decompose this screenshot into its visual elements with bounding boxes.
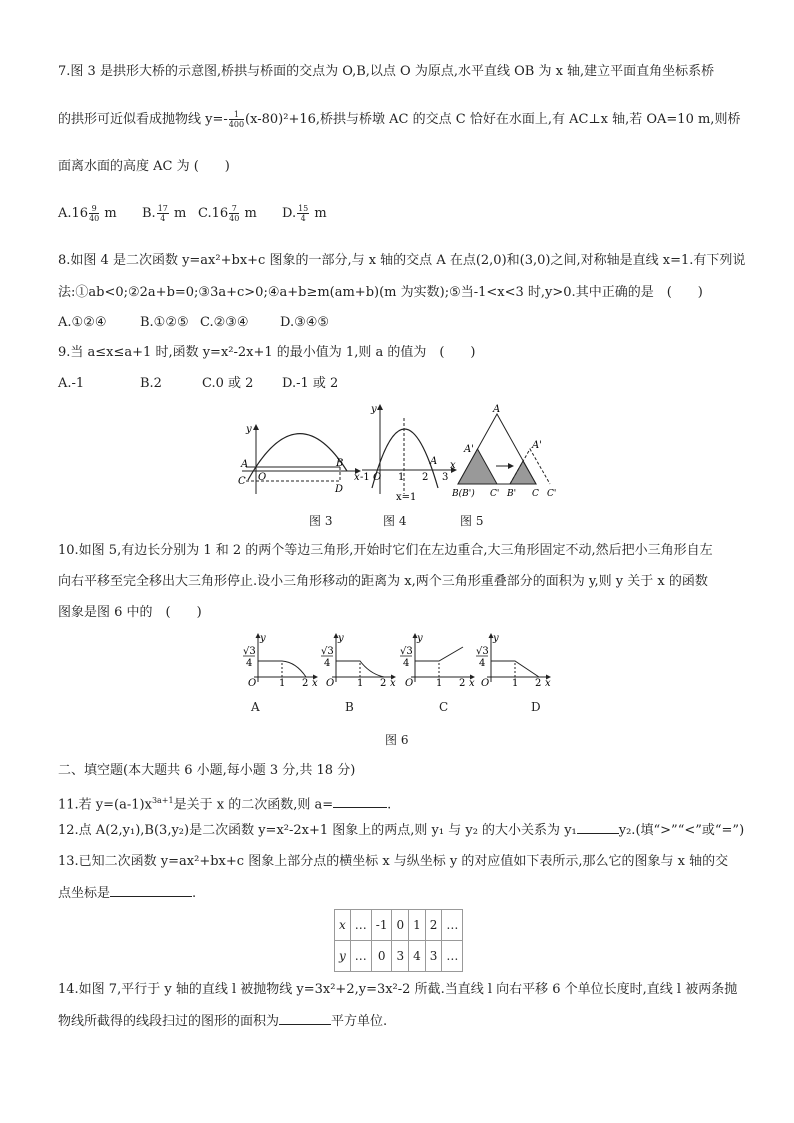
figure-6-caption: 图 6 <box>385 733 409 747</box>
fig5-a2-label: A' <box>532 440 542 451</box>
figure-4-caption: 图 4 <box>383 514 407 528</box>
table-cell: 3 <box>392 941 409 972</box>
q8-option-b: B.①②⑤ <box>140 315 189 330</box>
q11-exponent: 3a+1 <box>151 796 174 805</box>
q13-table <box>334 909 463 972</box>
q7-line2: 的拱形可近似看成抛物线 y=- $\frac{1}{400}$ (x-80)²+16,桥拱与桥墩 AC 的交点 C 恰好在水面上,有 AC⊥x 轴,若 OA=10 m,则桥 <box>58 110 741 129</box>
fig5-c2-label: C' <box>547 489 557 499</box>
q10-line1: 10.如图 5,有边长分别为 1 和 2 的两个等边三角形,开始时它们在左边重合,大三角形固定不动,然后把小三角形自左 <box>58 543 713 558</box>
q14-line2: 物线所截得的线段扫过的图形的面积为 平方单位. <box>58 1014 388 1029</box>
q7-line3: 面离水面的高度 AC 为 ( ) <box>58 159 230 174</box>
table-cell: … <box>350 910 371 941</box>
table-cell: … <box>350 941 371 972</box>
fig6-four-label: 4 <box>403 658 410 669</box>
fig6-tick-2: 2 <box>380 678 387 686</box>
fig3-o-label: O <box>258 472 267 483</box>
fig6-y-label: y <box>260 633 266 644</box>
q9-option-c: C.0 或 2 <box>202 376 254 391</box>
table-cell: 1 <box>409 910 426 941</box>
fig6-o-label: O <box>248 678 257 686</box>
fig6-x-label: x <box>469 678 475 686</box>
fig6-tick-1: 1 <box>279 678 286 686</box>
fig6-four-label: 4 <box>246 658 253 669</box>
q13-line1: 13.已知二次函数 y=ax²+bx+c 图象上部分点的横坐标 x 与纵坐标 y 的对应值如下表所示,那么它的图象与 x 轴的交 <box>58 854 729 869</box>
fig6-y-label: y <box>338 633 344 644</box>
fig6-o-label: O <box>405 678 414 686</box>
table-cell: … <box>442 941 463 972</box>
fig5-c-label: C <box>532 489 539 499</box>
figure-5 <box>452 400 564 502</box>
figure-3 <box>232 422 362 496</box>
q8-option-a: A.①②④ <box>58 315 107 330</box>
q9-option-a: A.-1 <box>58 376 85 391</box>
fig5-a1-label: A' <box>464 444 474 455</box>
fig6-y-label: y <box>493 633 499 644</box>
figure-3-caption: 图 3 <box>309 514 333 528</box>
q7-options <box>58 204 327 223</box>
fig5-a-label: A <box>493 404 501 415</box>
table-cell: 4 <box>409 941 426 972</box>
q10-line3: 图象是图 6 中的 ( ) <box>58 605 202 620</box>
table-cell: -1 <box>371 910 392 941</box>
fig3-c-label: C <box>238 476 246 487</box>
q13-table-row-y <box>335 941 463 972</box>
fig6-sqrt3-label: √3 <box>476 646 489 657</box>
table-cell: 0 <box>392 910 409 941</box>
q8-line2: 法:①ab<0;②2a+b=0;③3a+c>0;④a+b≥m(am+b)(m 为实数);⑤当-1<x<3 时,y>0.其中正确的是 ( ) <box>58 285 703 300</box>
table-cell: 3 <box>425 941 442 972</box>
fig4-x-label: x <box>450 460 456 471</box>
fig6-four-label: 4 <box>479 658 486 669</box>
q11-answer-blank[interactable] <box>333 807 387 808</box>
fig6-option-label: C <box>439 700 449 714</box>
fig5-b1-label: B' <box>507 489 517 499</box>
fig6-tick-2: 2 <box>535 678 542 686</box>
q9-options <box>58 375 338 393</box>
fig4-a-label: A <box>430 456 438 467</box>
table-cell: 2 <box>425 910 442 941</box>
q13-answer-blank[interactable] <box>110 896 192 897</box>
fig5-b-label: B(B') <box>452 489 475 499</box>
fig4-tick-neg1: -1 <box>360 472 370 483</box>
q14-line1: 14.如图 7,平行于 y 轴的直线 l 被抛物线 y=3x²+2,y=3x²-2 所截.当直线 l 向右平移 6 个单位长度时,直线 l 被两条抛 <box>58 982 738 997</box>
fig6-sqrt3-label: √3 <box>400 646 413 657</box>
q13-line2: 点坐标是 . <box>58 886 197 901</box>
fig6-sqrt3-label: √3 <box>243 646 256 657</box>
q7-option-c: C.16 $\frac{7}{40}$ m <box>198 204 257 223</box>
q7-option-a: A.16 $\frac{9}{40}$ m <box>58 204 117 223</box>
q8-line1: 8.如图 4 是二次函数 y=ax²+bx+c 图象的一部分,与 x 轴的交点 A 在点(2,0)和(3,0)之间,对称轴是直线 x=1.有下列说 <box>58 253 746 268</box>
fig6-tick-1: 1 <box>436 678 443 686</box>
section-2-title: 二、填空题(本大题共 6 小题,每小题 3 分,共 18 分) <box>58 763 356 778</box>
figure-4 <box>358 402 458 502</box>
fig6-tick-1: 1 <box>357 678 364 686</box>
fig6-o-label: O <box>481 678 490 686</box>
q11-line: 11.若 $y=(a-1)x^{3a+1}$是关于 x 的二次函数,则 a= . <box>58 796 392 813</box>
table-cell: x <box>335 910 351 941</box>
fig4-axis-label: x=1 <box>396 492 417 502</box>
q7-option-d: D. $\frac{15}{4}$ m <box>282 204 327 223</box>
fig6-tick-1: 1 <box>512 678 519 686</box>
table-cell: y <box>335 941 351 972</box>
fig4-tick-2: 2 <box>422 472 429 483</box>
q8-option-d: D.③④⑤ <box>280 315 330 330</box>
table-cell: … <box>442 910 463 941</box>
fig6-four-label: 4 <box>324 658 331 669</box>
fig6-option-label: D <box>531 700 541 714</box>
fig6-x-label: x <box>312 678 318 686</box>
fig6-graph-b <box>318 632 398 686</box>
fig6-tick-2: 2 <box>302 678 309 686</box>
fig3-y-label: y <box>246 424 252 435</box>
fig4-y-label: y <box>371 404 377 415</box>
q9-option-b: B.2 <box>140 376 162 391</box>
q12-line: 12.点 A(2,y₁),B(3,y₂)是二次函数 y=x²-2x+1 图象上的两点,则 y₁ 与 y₂ 的大小关系为 y₁ y₂.(填“>”“<”或“=”) <box>58 823 745 838</box>
fig3-x-label: x <box>354 472 360 483</box>
fig6-option-label: A <box>251 700 260 714</box>
fig6-sqrt3-label: √3 <box>321 646 334 657</box>
q10-line2: 向右平移至完全移出大三角形停止.设小三角形移动的距离为 x,两个三角形重叠部分的面积为 y,则 y 关于 x 的函数 <box>58 574 708 589</box>
q7-option-b: B. $\frac{17}{4}$ m <box>142 204 187 223</box>
q7-fraction: $\frac{1}{400}$ <box>228 110 245 129</box>
fig6-tick-2: 2 <box>459 678 466 686</box>
q14-answer-blank[interactable] <box>279 1024 331 1025</box>
fig3-d-label: D <box>335 484 344 495</box>
fig6-o-label: O <box>326 678 335 686</box>
table-cell: 0 <box>371 941 392 972</box>
fig6-option-label: B <box>345 700 354 714</box>
q8-options <box>58 314 329 332</box>
q8-option-c: C.②③④ <box>200 315 249 330</box>
q9-line1: 9.当 a≤x≤a+1 时,函数 y=x²-2x+1 的最小值为 1,则 a 的值为 ( ) <box>58 345 476 360</box>
q13-table-row-x <box>335 910 463 941</box>
figure-5-caption: 图 5 <box>460 514 484 528</box>
fig4-tick-3: 3 <box>442 472 449 483</box>
fig6-x-label: x <box>545 678 551 686</box>
fig6-graph-d <box>473 632 553 686</box>
fig4-tick-1: 1 <box>398 472 405 483</box>
fig6-x-label: x <box>390 678 396 686</box>
fig3-b-label: B <box>336 458 344 469</box>
fig3-a-label: A <box>241 459 249 470</box>
fig6-y-label: y <box>417 633 423 644</box>
q12-answer-blank[interactable] <box>577 833 619 834</box>
q7-line1: 7.图 3 是拱形大桥的示意图,桥拱与桥面的交点为 O,B,以点 O 为原点,水平直线 OB 为 x 轴,建立平面直角坐标系桥 <box>58 64 715 79</box>
q9-option-d: D.-1 或 2 <box>282 376 339 391</box>
fig5-c1-label: C' <box>490 489 500 499</box>
fig4-o-label: O <box>373 472 382 483</box>
fig6-graph-c <box>397 632 477 686</box>
fig6-graph-a <box>240 632 320 686</box>
